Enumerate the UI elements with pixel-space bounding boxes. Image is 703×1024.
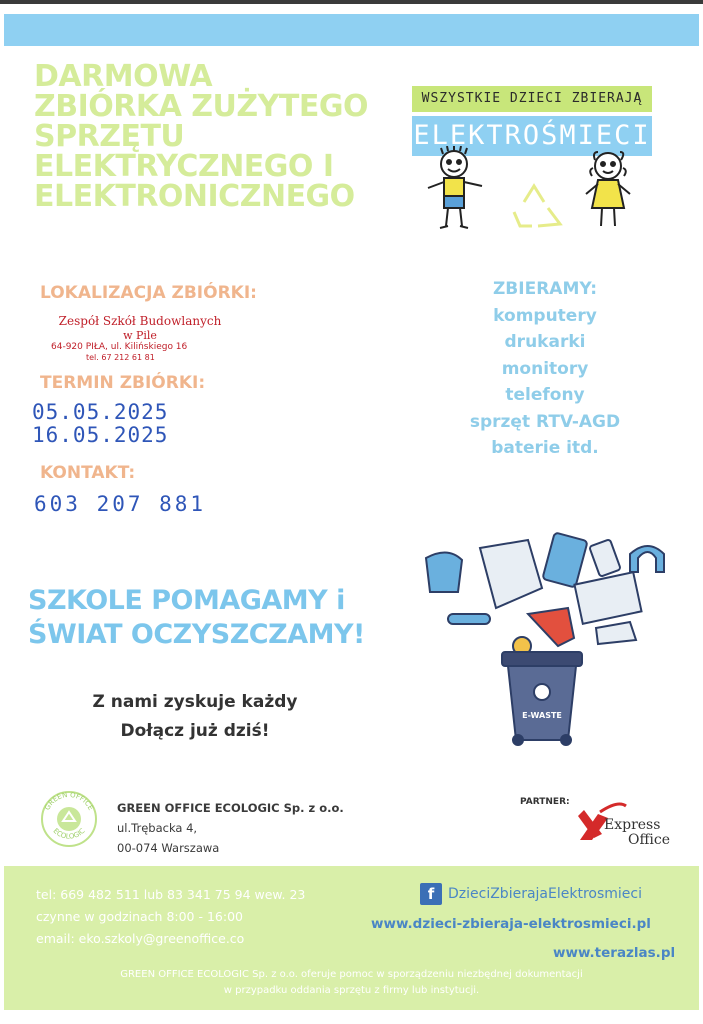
headline (34, 59, 394, 214)
organizer-address (117, 798, 344, 858)
slogan-line: SZKOLE POMAGAMY i (28, 585, 345, 616)
campaign-tagline: WSZYSTKIE DZIECI ZBIERAJĄ (412, 86, 652, 112)
stamp-school-name: Zespół Szkół Budowlanych (58, 314, 222, 328)
handwritten-date: 16.05.2025 (32, 423, 169, 447)
join-line: Dołącz już dziś! (120, 721, 270, 741)
collect-heading: ZBIERAMY: (492, 279, 598, 299)
green-office-ecologic-logo (40, 790, 98, 848)
partner-label: PARTNER: (520, 797, 570, 807)
website-link[interactable]: www.dzieci-zbieraja-elektrosmieci.pl (371, 916, 651, 932)
monitor-icon (480, 540, 542, 608)
collect-item: drukarki (504, 332, 586, 352)
organizer-name: GREEN OFFICE ECOLOGIC Sp. z o.o. (117, 801, 344, 815)
tablet-icon (542, 532, 587, 587)
headline-line: ELEKTRYCZNEGO I (34, 149, 334, 184)
join-line: Z nami zyskuje każdy (92, 692, 298, 712)
collect-item: telefony (505, 385, 585, 405)
ewaste-bin-illustration (418, 528, 670, 748)
collect-item: baterie itd. (491, 438, 599, 458)
headphones-icon (630, 546, 664, 572)
boy-figure (428, 146, 482, 228)
top-blue-bar (4, 14, 699, 46)
location-label: LOKALIZACJA ZBIÓRKI: (40, 283, 257, 303)
iron-icon (596, 622, 636, 644)
contact-label: KONTAKT: (40, 463, 136, 483)
headline-line: SPRZĘTU (34, 119, 185, 154)
headline-line: ELEKTRONICZNEGO (34, 179, 355, 214)
headline-line: DARMOWA (34, 59, 213, 94)
partner-name-line: Office (628, 832, 671, 848)
handwritten-date: 05.05.2025 (32, 400, 169, 424)
headline-line: ZBIÓRKA ZUŻYTEGO (34, 89, 368, 124)
flashlight-icon (448, 614, 490, 624)
footer-note-line: w przypadku oddania sprzętu z firmy lub instytucji. (223, 985, 480, 996)
stamp-address: 64-920 PIŁA, ul. Kilińskiego 16 (51, 342, 188, 352)
kids-recycling-illustration (412, 146, 652, 238)
hairdryer-icon (528, 608, 574, 646)
term-label: TERMIN ZBIÓRKI: (40, 373, 206, 393)
ewaste-label: E-WASTE (522, 711, 562, 720)
partner-name-line: Express (604, 817, 661, 833)
kettle-icon (426, 552, 462, 592)
campaign-name: ELEKTROŚMIECI (412, 116, 652, 156)
footer-email: email: eko.szkoly@greenoffice.co (36, 931, 245, 946)
phone-icon (589, 539, 621, 577)
logo-ring-text: ECOLOGIC (51, 826, 87, 841)
collected-items-list (440, 276, 650, 462)
school-stamp (40, 314, 240, 363)
collect-item: sprzęt RTV-AGD (469, 411, 621, 432)
collect-item: monitory (501, 358, 589, 379)
footer-note (20, 967, 683, 999)
footer-hours: czynne w godzinach 8:00 - 16:00 (36, 909, 243, 924)
join-message (70, 688, 320, 746)
organizer-street: ul.Trębacka 4, (117, 821, 198, 835)
facebook-handle: DzieciZbierajaElektrosmieci (448, 886, 642, 902)
organizer-city: 00-074 Warszawa (117, 841, 220, 855)
stamp-city: w Pile (123, 329, 157, 342)
website-link[interactable]: www.terazlas.pl (553, 945, 676, 961)
stamp-phone: tel. 67 212 61 81 (86, 353, 155, 362)
floating-devices (426, 532, 664, 655)
handwritten-phone: 603 207 881 (34, 492, 207, 516)
laptop-icon (574, 572, 641, 624)
footer-note-line: GREEN OFFICE ECOLOGIC Sp. z o.o. oferuje pomoc w sporządzeniu niezbędnej dokumentacji (120, 969, 583, 980)
footer-tel: tel: 669 482 511 lub 83 341 75 94 wew. 23 (36, 887, 306, 902)
girl-figure (586, 152, 630, 226)
facebook-link[interactable] (420, 882, 642, 906)
collect-item: komputery (493, 305, 597, 326)
bin (502, 652, 582, 745)
partner-name (604, 818, 670, 848)
footer-contact (36, 884, 305, 950)
facebook-icon: f (420, 883, 442, 905)
slogan-line: ŚWIAT OCZYSZCZAMY! (28, 619, 365, 650)
scan-edge-line (0, 0, 703, 4)
recycle-icon (514, 186, 560, 226)
logo-ring-text: GREEN OFFICE (43, 790, 95, 812)
slogan (28, 584, 365, 652)
